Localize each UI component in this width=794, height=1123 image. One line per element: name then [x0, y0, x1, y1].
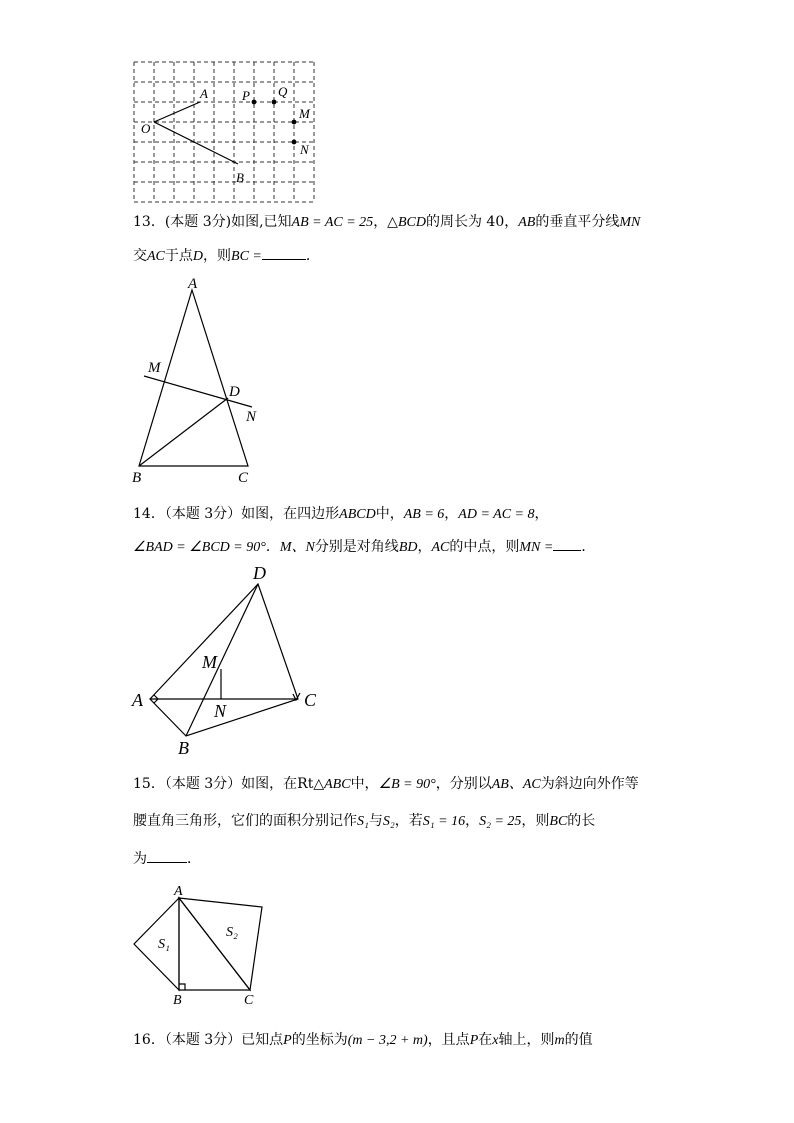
label-a: A: [188, 276, 198, 292]
label-p: P: [242, 88, 250, 103]
label-a: A: [174, 884, 183, 899]
segment-oa: [154, 102, 200, 122]
triangle-abc: [139, 290, 248, 466]
label-q: Q: [278, 84, 288, 99]
outer-triangle-s1: [134, 898, 179, 990]
segment-ob: [154, 122, 238, 164]
label-n: N: [300, 142, 309, 157]
answer-blank[interactable]: [553, 536, 581, 551]
right-angle-b: [179, 984, 185, 990]
label-b: B: [173, 993, 182, 1008]
quadrilateral-figure-q14: [128, 562, 328, 762]
point-q: [272, 100, 277, 105]
point-p: [252, 100, 257, 105]
point-n: [292, 140, 297, 145]
q16-line-1: 16．（本题 3分）已知点P的坐标为(m − 3,2 + m)，且点P在x轴上，则m的值: [133, 1032, 593, 1048]
answer-blank[interactable]: [147, 848, 187, 863]
label-n: N: [214, 701, 227, 721]
label-s2: S₂: [226, 925, 238, 940]
q13-line-2: 交AC于点D，则BC = ．: [133, 245, 320, 267]
label-o: O: [141, 121, 151, 136]
outer-triangle-s2: [179, 898, 262, 990]
label-b: B: [132, 470, 142, 486]
q13-line-1: 13．(本题 3分)如图,已知AB = AC = 25，△BCD的周长为 40，AB的垂直平分线MN: [133, 214, 641, 230]
answer-blank[interactable]: [262, 245, 306, 260]
segment-bd: [139, 398, 228, 466]
label-b: B: [236, 170, 244, 185]
point-m: [292, 120, 297, 125]
label-c: C: [244, 993, 254, 1008]
label-d: D: [229, 384, 240, 400]
q15-line-2: 腰直角三角形，它们的面积分别记作S₁与S₂，若S₁ = 16，S₂ = 25，则BC的长: [133, 813, 596, 829]
label-m: M: [299, 106, 310, 121]
triangle-figure-q15: [128, 880, 278, 1008]
q15-line-3: 为 ．: [133, 848, 201, 869]
label-m: M: [148, 360, 161, 376]
q14-line-2: ∠BAD = ∠BCD = 90°．M、N分别是对角线BD，AC的中点，则MN = ．: [133, 536, 595, 558]
label-d: D: [253, 563, 266, 583]
triangle-figure-q13: [128, 276, 278, 488]
label-c: C: [304, 690, 317, 710]
label-c: C: [238, 470, 249, 486]
label-a: A: [132, 690, 143, 710]
label-n: N: [246, 409, 257, 425]
label-b: B: [178, 738, 189, 758]
label-m: M: [202, 652, 217, 672]
q14-line-1: 14．（本题 3分）如图，在四边形ABCD中，AB = 6，AD = AC = 8，: [133, 506, 549, 522]
q15-line-1: 15．（本题 3分）如图，在Rt△ABC中，∠B = 90°，分别以AB、AC为斜边向外作等: [133, 776, 639, 792]
label-a: A: [200, 86, 208, 101]
label-s1: S₁: [158, 937, 170, 952]
grid-figure: [128, 58, 328, 208]
